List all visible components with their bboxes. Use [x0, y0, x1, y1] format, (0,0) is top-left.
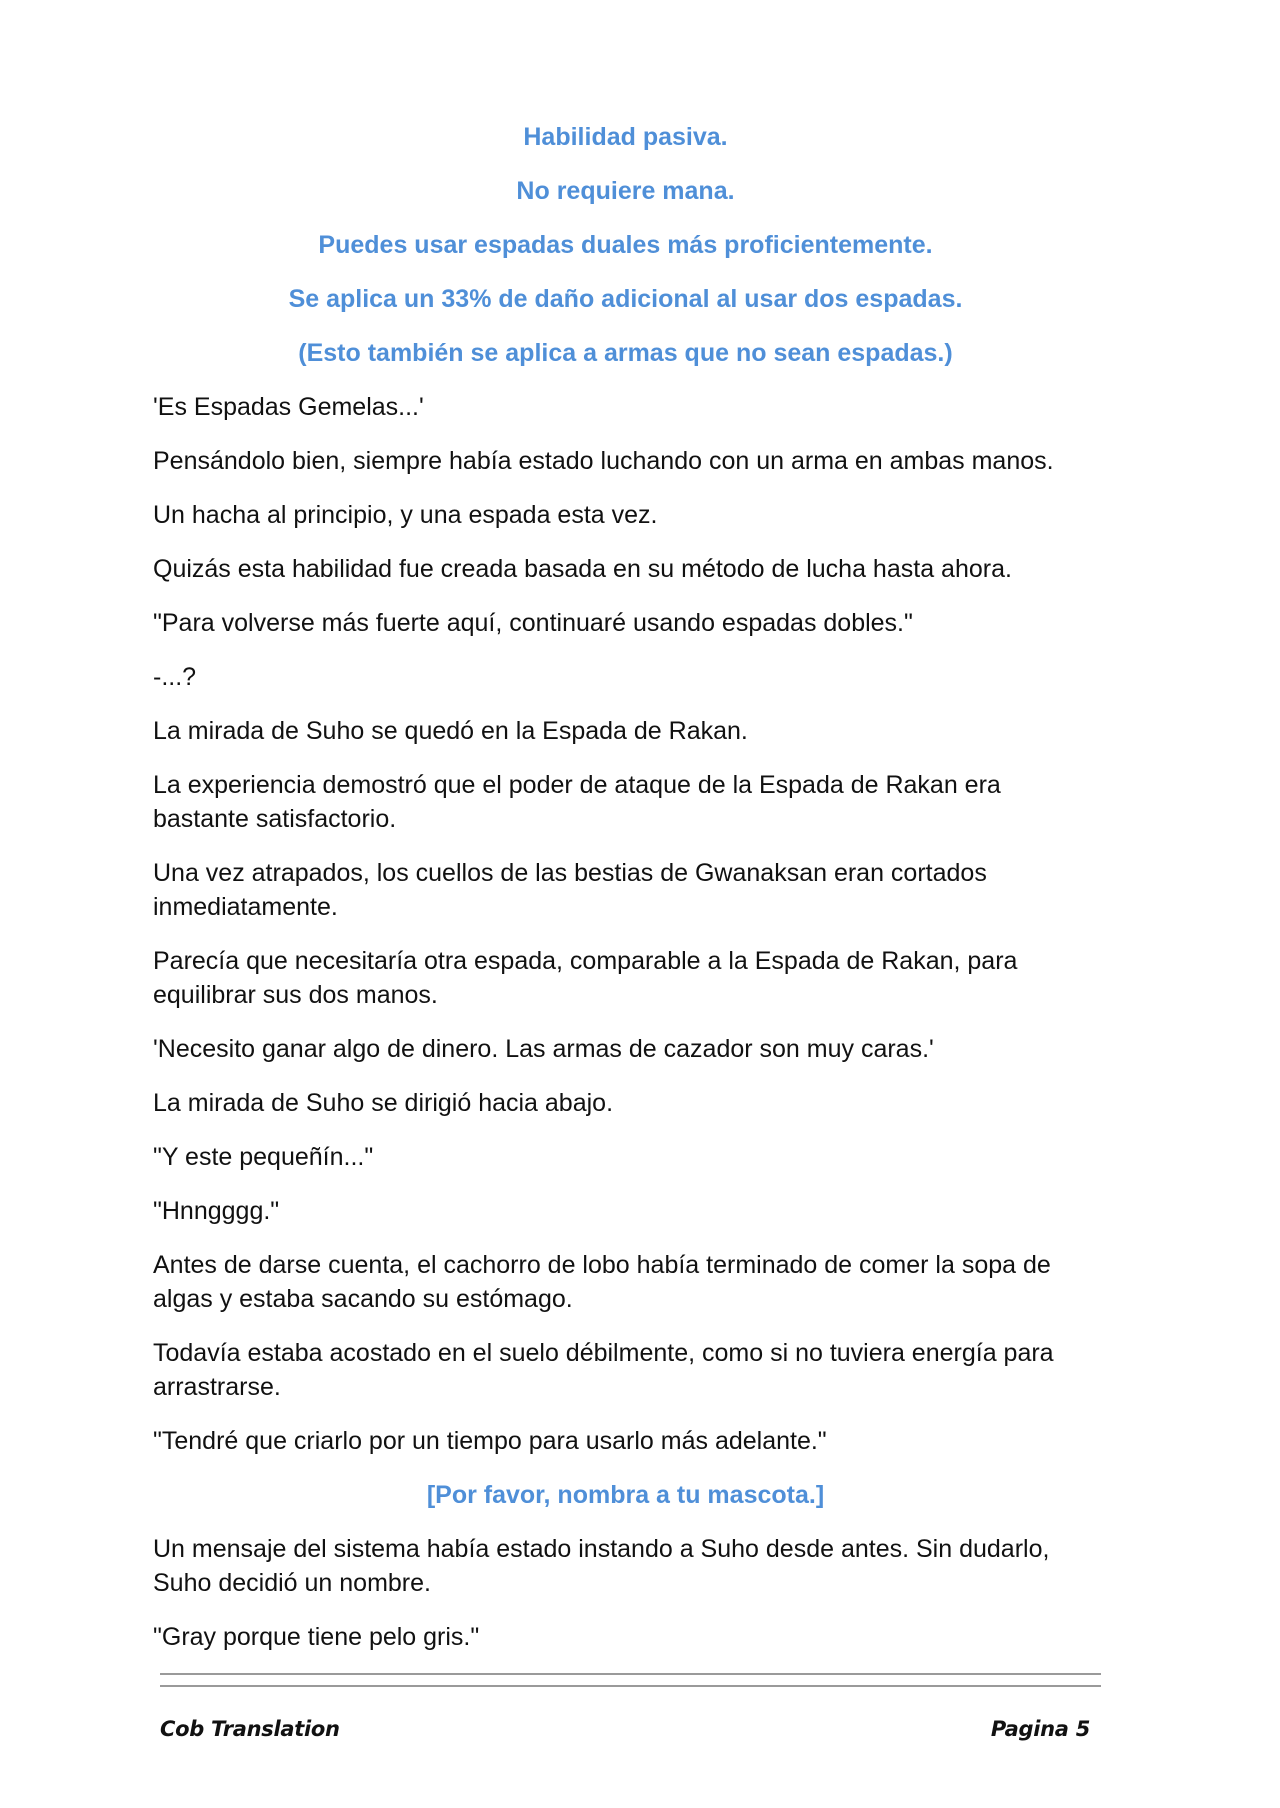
system-line: Se aplica un 33% de daño adicional al usar dos espadas. — [288, 285, 963, 313]
system-line: (Esto también se aplica a armas que no sean espadas.) — [298, 339, 953, 367]
paragraph: Un hacha al principio, y una espada esta vez. — [153, 501, 658, 529]
paragraph: Pensándolo bien, siempre había estado luchando con un arma en ambas manos. — [153, 447, 1054, 475]
paragraph: "Tendré que criarlo por un tiempo para usarlo más adelante." — [153, 1427, 827, 1455]
system-message: [Por favor, nombra a tu mascota.] — [426, 1481, 825, 1509]
paragraph: "Para volverse más fuerte aquí, continuaré usando espadas dobles." — [153, 609, 913, 637]
footer-page-number: Pagina 5 — [990, 1717, 1090, 1741]
paragraph: Un mensaje del sistema había estado instando a Suho desde antes. Sin dudarlo, Suho decidió un nombre. — [153, 1535, 1050, 1597]
paragraph: -...? — [153, 663, 197, 691]
system-line: Puedes usar espadas duales más proficientemente. — [318, 231, 933, 259]
footer-translator-credit: Cob Translation — [160, 1717, 340, 1741]
system-line: Habilidad pasiva. — [523, 123, 728, 151]
paragraph: 'Es Espadas Gemelas...' — [153, 393, 424, 421]
paragraph: Antes de darse cuenta, el cachorro de lobo había terminado de comer la sopa de algas y estaba sacando su estómago. — [153, 1251, 1051, 1313]
footer-divider-top — [160, 1673, 1101, 1675]
system-line: No requiere mana. — [516, 177, 735, 205]
paragraph: Todavía estaba acostado en el suelo débilmente, como si no tuviera energía para arrastrarse. — [153, 1339, 1054, 1401]
paragraph: "Gray porque tiene pelo gris." — [153, 1623, 480, 1651]
paragraph: Una vez atrapados, los cuellos de las bestias de Gwanaksan eran cortados inmediatamente. — [153, 859, 987, 921]
paragraph: "Y este pequeñín..." — [153, 1143, 374, 1171]
paragraph: La mirada de Suho se dirigió hacia abajo. — [153, 1089, 614, 1117]
footer-divider-bottom — [160, 1685, 1101, 1687]
page-content — [153, 120, 1098, 1674]
paragraph: 'Necesito ganar algo de dinero. Las armas de cazador son muy caras.' — [153, 1035, 934, 1063]
paragraph: Parecía que necesitaría otra espada, comparable a la Espada de Rakan, para equilibrar sus dos manos. — [153, 947, 1018, 1009]
paragraph: La experiencia demostró que el poder de ataque de la Espada de Rakan era bastante satisfactorio. — [153, 771, 1001, 833]
paragraph: "Hnngggg." — [153, 1197, 280, 1225]
paragraph: La mirada de Suho se quedó en la Espada de Rakan. — [153, 717, 748, 745]
paragraph: Quizás esta habilidad fue creada basada en su método de lucha hasta ahora. — [153, 555, 1012, 583]
